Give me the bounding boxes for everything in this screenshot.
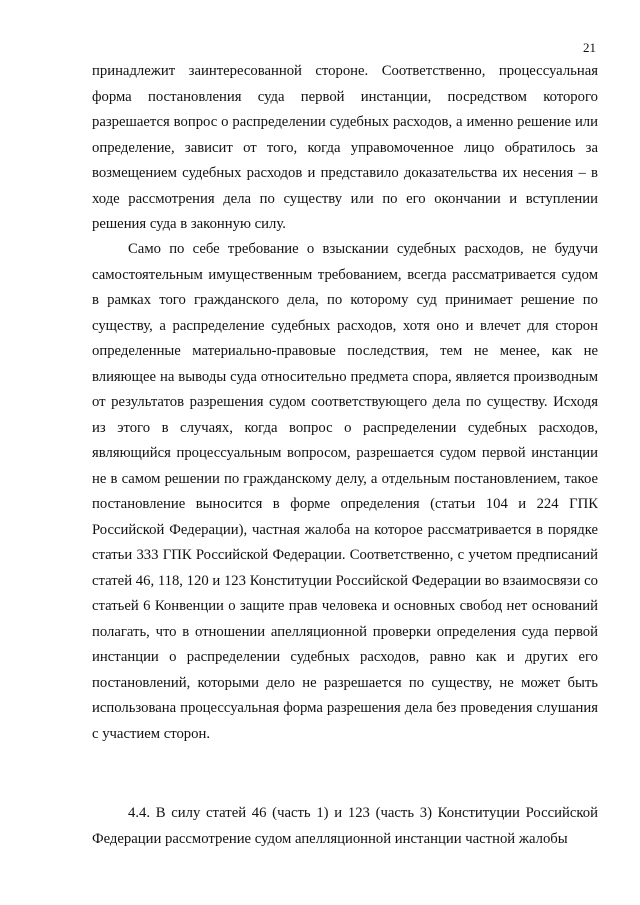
document-body (92, 59, 598, 861)
page-number: 21 (583, 40, 596, 55)
paragraph-continuation: принадлежит заинтересованной стороне. Соответственно, процессуальная форма постановления суда первой инстанции, посредством которого разрешается вопрос о распределении судебных расходов, а именно решение или определение, зависит от того, когда управомоченное лицо обратилось за возмещением судебных расходов и представило доказательства их несения – в ходе рассмотрения дела по существу или по его окончании и вступлении решения суда в законную силу. (92, 63, 598, 232)
paragraph-court-costs: Само по себе требование о взыскании судебных расходов, не будучи самостоятельным имущественным требованием, всегда рассматривается судом в рамках того гражданского дела, по которому суд принимает решение по существу, а распределение судебных расходов, хотя оно и влечет для сторон определенные материально-правовые последствия, тем не менее, как не влияющее на выводы суда относительно предмета спора, является производным от результатов разрешения судом соответствующего дела по существу. Исходя из этого в случаях, когда вопрос о распределении судебных расходов, являющийся процессуальным вопросом, разрешается судом первой инстанции не в самом решении по гражданскому делу, а отдельным постановлением, такое постановление выносится в форме определения (статьи 104 и 224 ГПК Российской Федерации), частная жалоба на которое рассматривается в порядке статьи 333 ГПК Российской Федерации. Соответственно, с учетом предписаний статей 46, 118, 120 и 123 Конституции Российской Федерации во взаимосвязи со статьей 6 Конвенции о защите прав человека и основных свобод нет оснований полагать, что в отношении апелляционной проверки определения суда первой инстанции о распределении судебных расходов, равно как и других его постановлений, которыми дело не разрешается по существу, не может быть использована процессуальная форма разрешения дела без проведения слушания с участием сторон. (92, 241, 598, 742)
paragraph-section-4-4: 4.4. В силу статей 46 (часть 1) и 123 (часть 3) Конституции Российской Федерации рассмотрение судом апелляционной инстанции частной жалобы (92, 805, 598, 847)
